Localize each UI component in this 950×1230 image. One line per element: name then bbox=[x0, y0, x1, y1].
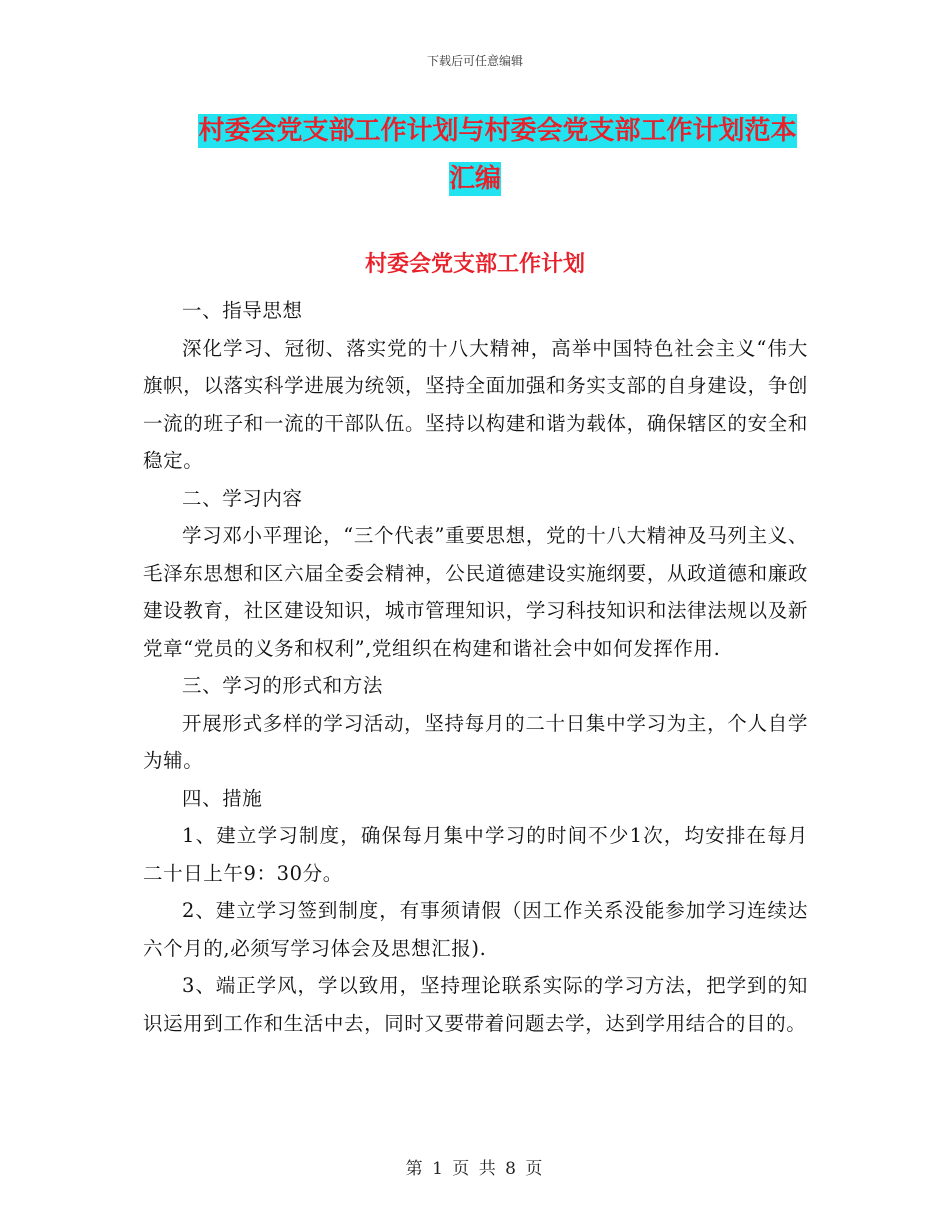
paragraph-measure-2: 2、建立学习签到制度，有事须请假（因工作关系没能参加学习连续达六个月的,必须写学习体会及思想汇报). bbox=[143, 899, 808, 960]
document-title-highlight: 村委会党支部工作计划与村委会党支部工作计划范本 bbox=[198, 116, 797, 146]
paragraph-measure-1: 1、建立学习制度，确保每月集中学习的时间不少1次，均安排在每月二十日上午9：30分。 bbox=[143, 824, 808, 885]
page-number-footer: 第 1 页 共 8 页 bbox=[405, 1159, 545, 1179]
document-body bbox=[143, 292, 808, 1042]
document-title-highlight: 汇编 bbox=[448, 164, 501, 194]
heading-measures: 四、措施 bbox=[182, 786, 263, 810]
header-note: 下载后可任意编辑 bbox=[426, 54, 523, 68]
heading-study-content: 二、学习内容 bbox=[182, 486, 303, 510]
document-title-line-2 bbox=[0, 158, 950, 195]
paragraph-study-methods: 开展形式多样的学习活动，坚持每月的二十日集中学习为主，个人自学为辅。 bbox=[143, 711, 808, 772]
heading-study-methods: 三、学习的形式和方法 bbox=[182, 674, 384, 697]
paragraph-guiding-ideology: 深化学习、冠彻、落实党的十八大精神，高举中国特色社会主义“伟大旗帜，以落实科学进展为统领，坚持全面加强和务实支部的自身建设，争创一流的班子和一流的干部队伍。坚持以构建和谐为载体，确保辖区的安全和稳定。 bbox=[143, 336, 808, 472]
paragraph-measure-3: 3、端正学风，学以致用，坚持理论联系实际的学习方法，把学到的知识运用到工作和生活中去，同时又要带着问题去学，达到学用结合的目的。 bbox=[143, 974, 808, 1035]
paragraph-study-content: 学习邓小平理论，“三个代表”重要思想，党的十八大精神及马列主义、毛泽东思想和区六届全委会精神，公民道德建设实施纲要，从政道德和廉政建设教育，社区建设知识，城市管理知识，学习科技知识和法律法规以及新党章“党员的义务和权利”,党组织在构建和谐社会中如何发挥作用. bbox=[143, 524, 808, 660]
section-title: 村委会党支部工作计划 bbox=[364, 252, 585, 277]
heading-guiding-ideology: 一、指导思想 bbox=[182, 299, 303, 322]
document-title-line-1 bbox=[0, 110, 950, 147]
